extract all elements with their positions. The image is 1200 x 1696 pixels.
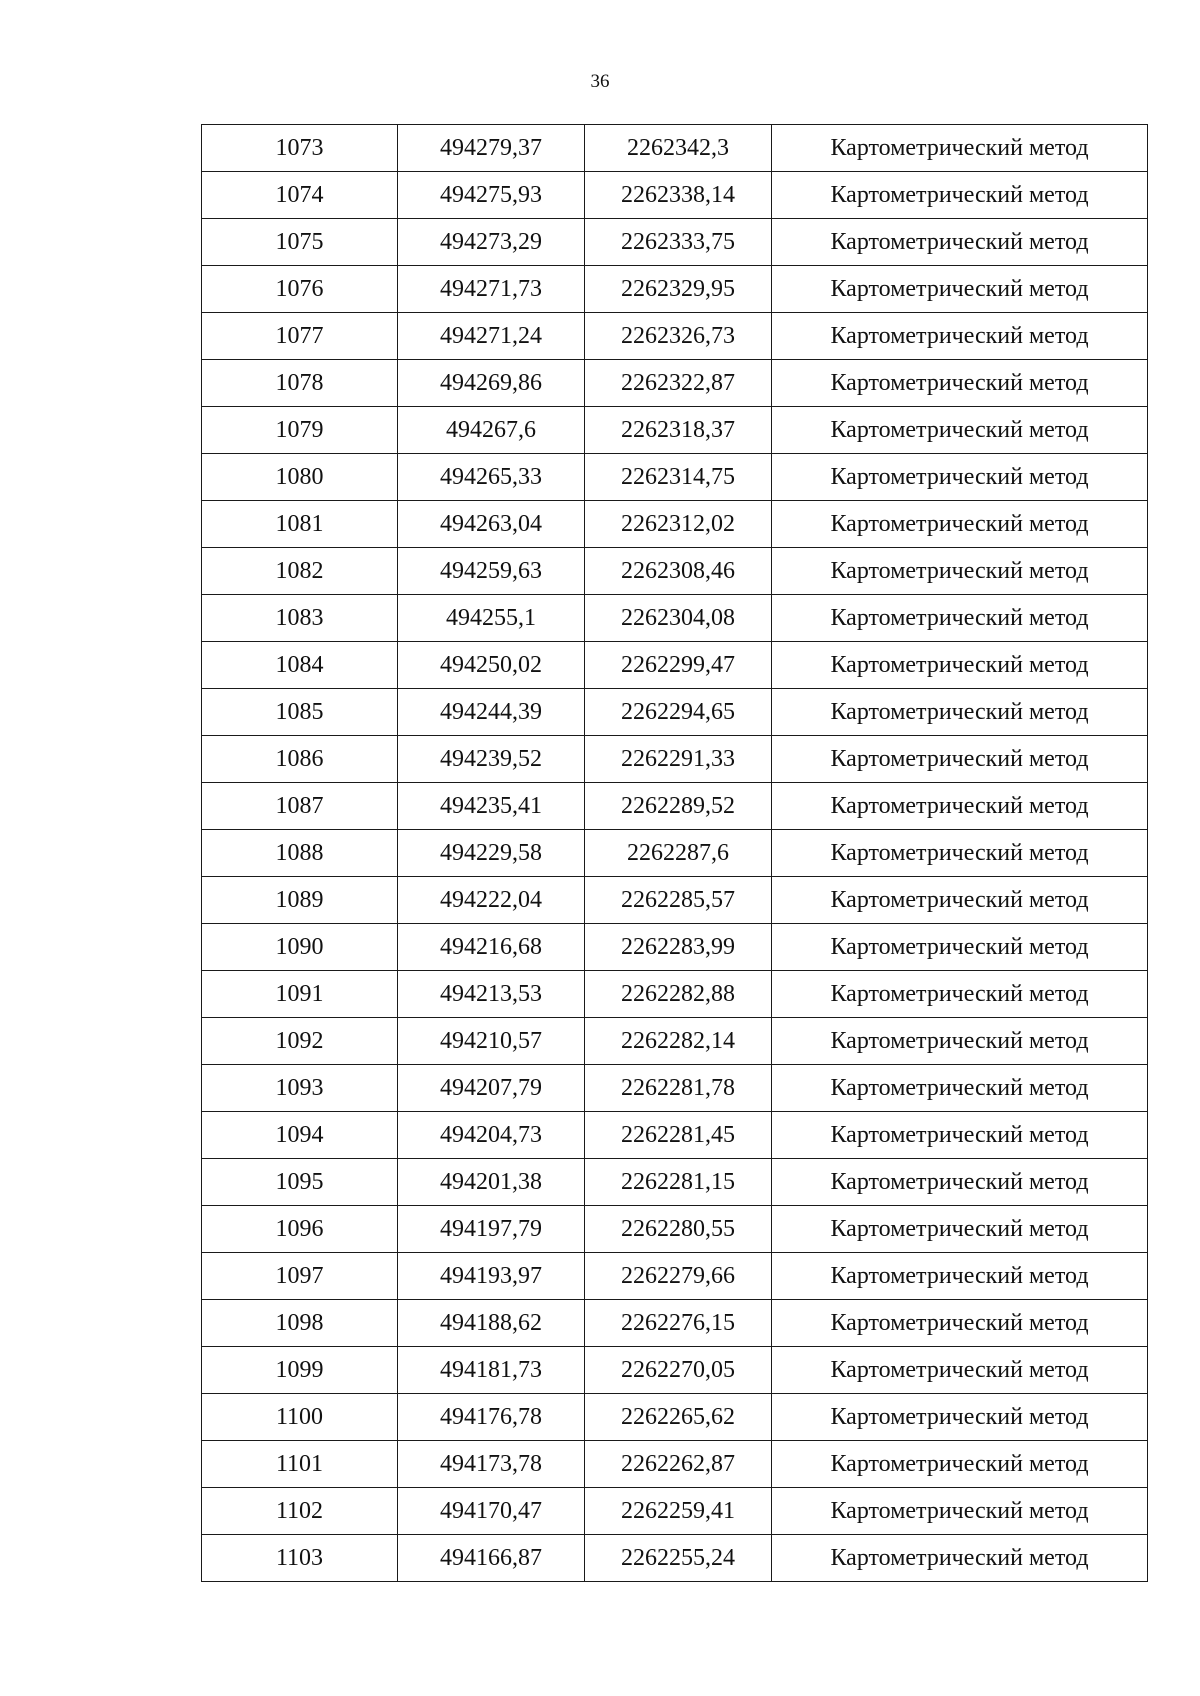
method-cell: Картометрический метод xyxy=(772,1159,1148,1206)
table-row xyxy=(202,595,1148,642)
table-row xyxy=(202,783,1148,830)
table-row xyxy=(202,1112,1148,1159)
method-cell: Картометрический метод xyxy=(772,407,1148,454)
point-number-cell: 1100 xyxy=(202,1394,398,1441)
table-row xyxy=(202,1159,1148,1206)
x-coordinate-cell: 494222,04 xyxy=(398,877,585,924)
x-coordinate-cell: 494265,33 xyxy=(398,454,585,501)
y-coordinate-cell: 2262280,55 xyxy=(585,1206,772,1253)
x-coordinate-cell: 494181,73 xyxy=(398,1347,585,1394)
method-cell: Картометрический метод xyxy=(772,1394,1148,1441)
y-coordinate-cell: 2262312,02 xyxy=(585,501,772,548)
table-row xyxy=(202,830,1148,877)
method-cell: Картометрический метод xyxy=(772,219,1148,266)
point-number-cell: 1073 xyxy=(202,125,398,172)
table-row xyxy=(202,924,1148,971)
method-cell: Картометрический метод xyxy=(772,1535,1148,1582)
method-cell: Картометрический метод xyxy=(772,172,1148,219)
y-coordinate-cell: 2262282,14 xyxy=(585,1018,772,1065)
table-row xyxy=(202,1018,1148,1065)
method-cell: Картометрический метод xyxy=(772,1065,1148,1112)
method-cell: Картометрический метод xyxy=(772,548,1148,595)
method-cell: Картометрический метод xyxy=(772,313,1148,360)
coordinates-table xyxy=(201,124,1148,1582)
point-number-cell: 1076 xyxy=(202,266,398,313)
method-cell: Картометрический метод xyxy=(772,360,1148,407)
point-number-cell: 1079 xyxy=(202,407,398,454)
x-coordinate-cell: 494275,93 xyxy=(398,172,585,219)
table-row xyxy=(202,877,1148,924)
point-number-cell: 1098 xyxy=(202,1300,398,1347)
x-coordinate-cell: 494263,04 xyxy=(398,501,585,548)
x-coordinate-cell: 494216,68 xyxy=(398,924,585,971)
method-cell: Картометрический метод xyxy=(772,1300,1148,1347)
point-number-cell: 1075 xyxy=(202,219,398,266)
y-coordinate-cell: 2262322,87 xyxy=(585,360,772,407)
x-coordinate-cell: 494250,02 xyxy=(398,642,585,689)
x-coordinate-cell: 494173,78 xyxy=(398,1441,585,1488)
table-row xyxy=(202,407,1148,454)
page-number: 36 xyxy=(590,71,610,92)
point-number-cell: 1095 xyxy=(202,1159,398,1206)
table-row xyxy=(202,971,1148,1018)
y-coordinate-cell: 2262283,99 xyxy=(585,924,772,971)
x-coordinate-cell: 494207,79 xyxy=(398,1065,585,1112)
table-row xyxy=(202,313,1148,360)
y-coordinate-cell: 2262342,3 xyxy=(585,125,772,172)
point-number-cell: 1074 xyxy=(202,172,398,219)
point-number-cell: 1103 xyxy=(202,1535,398,1582)
y-coordinate-cell: 2262255,24 xyxy=(585,1535,772,1582)
x-coordinate-cell: 494193,97 xyxy=(398,1253,585,1300)
table-row xyxy=(202,1441,1148,1488)
x-coordinate-cell: 494271,24 xyxy=(398,313,585,360)
point-number-cell: 1092 xyxy=(202,1018,398,1065)
point-number-cell: 1093 xyxy=(202,1065,398,1112)
y-coordinate-cell: 2262285,57 xyxy=(585,877,772,924)
point-number-cell: 1097 xyxy=(202,1253,398,1300)
point-number-cell: 1096 xyxy=(202,1206,398,1253)
method-cell: Картометрический метод xyxy=(772,1347,1148,1394)
point-number-cell: 1091 xyxy=(202,971,398,1018)
x-coordinate-cell: 494239,52 xyxy=(398,736,585,783)
point-number-cell: 1085 xyxy=(202,689,398,736)
x-coordinate-cell: 494197,79 xyxy=(398,1206,585,1253)
method-cell: Картометрический метод xyxy=(772,736,1148,783)
point-number-cell: 1078 xyxy=(202,360,398,407)
table-row xyxy=(202,1347,1148,1394)
y-coordinate-cell: 2262308,46 xyxy=(585,548,772,595)
method-cell: Картометрический метод xyxy=(772,125,1148,172)
method-cell: Картометрический метод xyxy=(772,1253,1148,1300)
point-number-cell: 1102 xyxy=(202,1488,398,1535)
y-coordinate-cell: 2262287,6 xyxy=(585,830,772,877)
point-number-cell: 1080 xyxy=(202,454,398,501)
x-coordinate-cell: 494176,78 xyxy=(398,1394,585,1441)
point-number-cell: 1089 xyxy=(202,877,398,924)
x-coordinate-cell: 494229,58 xyxy=(398,830,585,877)
table-row xyxy=(202,266,1148,313)
y-coordinate-cell: 2262265,62 xyxy=(585,1394,772,1441)
method-cell: Картометрический метод xyxy=(772,924,1148,971)
point-number-cell: 1090 xyxy=(202,924,398,971)
table-row xyxy=(202,501,1148,548)
table-row xyxy=(202,1300,1148,1347)
point-number-cell: 1094 xyxy=(202,1112,398,1159)
y-coordinate-cell: 2262281,15 xyxy=(585,1159,772,1206)
method-cell: Картометрический метод xyxy=(772,1488,1148,1535)
x-coordinate-cell: 494166,87 xyxy=(398,1535,585,1582)
x-coordinate-cell: 494204,73 xyxy=(398,1112,585,1159)
x-coordinate-cell: 494201,38 xyxy=(398,1159,585,1206)
y-coordinate-cell: 2262329,95 xyxy=(585,266,772,313)
y-coordinate-cell: 2262270,05 xyxy=(585,1347,772,1394)
y-coordinate-cell: 2262294,65 xyxy=(585,689,772,736)
method-cell: Картометрический метод xyxy=(772,1018,1148,1065)
y-coordinate-cell: 2262262,87 xyxy=(585,1441,772,1488)
table-row xyxy=(202,548,1148,595)
table-row xyxy=(202,219,1148,266)
y-coordinate-cell: 2262281,78 xyxy=(585,1065,772,1112)
x-coordinate-cell: 494259,63 xyxy=(398,548,585,595)
point-number-cell: 1087 xyxy=(202,783,398,830)
x-coordinate-cell: 494267,6 xyxy=(398,407,585,454)
method-cell: Картометрический метод xyxy=(772,877,1148,924)
y-coordinate-cell: 2262304,08 xyxy=(585,595,772,642)
table-row xyxy=(202,1394,1148,1441)
y-coordinate-cell: 2262338,14 xyxy=(585,172,772,219)
table-row xyxy=(202,125,1148,172)
method-cell: Картометрический метод xyxy=(772,454,1148,501)
point-number-cell: 1088 xyxy=(202,830,398,877)
y-coordinate-cell: 2262333,75 xyxy=(585,219,772,266)
point-number-cell: 1084 xyxy=(202,642,398,689)
table-row xyxy=(202,360,1148,407)
table-row xyxy=(202,689,1148,736)
y-coordinate-cell: 2262314,75 xyxy=(585,454,772,501)
x-coordinate-cell: 494213,53 xyxy=(398,971,585,1018)
y-coordinate-cell: 2262281,45 xyxy=(585,1112,772,1159)
method-cell: Картометрический метод xyxy=(772,971,1148,1018)
y-coordinate-cell: 2262282,88 xyxy=(585,971,772,1018)
x-coordinate-cell: 494188,62 xyxy=(398,1300,585,1347)
x-coordinate-cell: 494271,73 xyxy=(398,266,585,313)
method-cell: Картометрический метод xyxy=(772,1112,1148,1159)
method-cell: Картометрический метод xyxy=(772,1206,1148,1253)
x-coordinate-cell: 494273,29 xyxy=(398,219,585,266)
x-coordinate-cell: 494170,47 xyxy=(398,1488,585,1535)
x-coordinate-cell: 494269,86 xyxy=(398,360,585,407)
y-coordinate-cell: 2262299,47 xyxy=(585,642,772,689)
table-row xyxy=(202,1065,1148,1112)
y-coordinate-cell: 2262318,37 xyxy=(585,407,772,454)
method-cell: Картометрический метод xyxy=(772,830,1148,877)
y-coordinate-cell: 2262276,15 xyxy=(585,1300,772,1347)
method-cell: Картометрический метод xyxy=(772,783,1148,830)
y-coordinate-cell: 2262279,66 xyxy=(585,1253,772,1300)
x-coordinate-cell: 494255,1 xyxy=(398,595,585,642)
method-cell: Картометрический метод xyxy=(772,501,1148,548)
point-number-cell: 1086 xyxy=(202,736,398,783)
point-number-cell: 1082 xyxy=(202,548,398,595)
y-coordinate-cell: 2262326,73 xyxy=(585,313,772,360)
point-number-cell: 1077 xyxy=(202,313,398,360)
point-number-cell: 1101 xyxy=(202,1441,398,1488)
table-row xyxy=(202,1535,1148,1582)
x-coordinate-cell: 494210,57 xyxy=(398,1018,585,1065)
table-row xyxy=(202,1206,1148,1253)
x-coordinate-cell: 494279,37 xyxy=(398,125,585,172)
y-coordinate-cell: 2262289,52 xyxy=(585,783,772,830)
x-coordinate-cell: 494244,39 xyxy=(398,689,585,736)
point-number-cell: 1099 xyxy=(202,1347,398,1394)
y-coordinate-cell: 2262291,33 xyxy=(585,736,772,783)
table-row xyxy=(202,736,1148,783)
point-number-cell: 1081 xyxy=(202,501,398,548)
point-number-cell: 1083 xyxy=(202,595,398,642)
method-cell: Картометрический метод xyxy=(772,266,1148,313)
table-row xyxy=(202,1488,1148,1535)
method-cell: Картометрический метод xyxy=(772,642,1148,689)
table-row xyxy=(202,1253,1148,1300)
table-row xyxy=(202,454,1148,501)
method-cell: Картометрический метод xyxy=(772,595,1148,642)
x-coordinate-cell: 494235,41 xyxy=(398,783,585,830)
table-row xyxy=(202,642,1148,689)
method-cell: Картометрический метод xyxy=(772,1441,1148,1488)
method-cell: Картометрический метод xyxy=(772,689,1148,736)
coordinates-table-body xyxy=(202,125,1148,1582)
table-row xyxy=(202,172,1148,219)
y-coordinate-cell: 2262259,41 xyxy=(585,1488,772,1535)
